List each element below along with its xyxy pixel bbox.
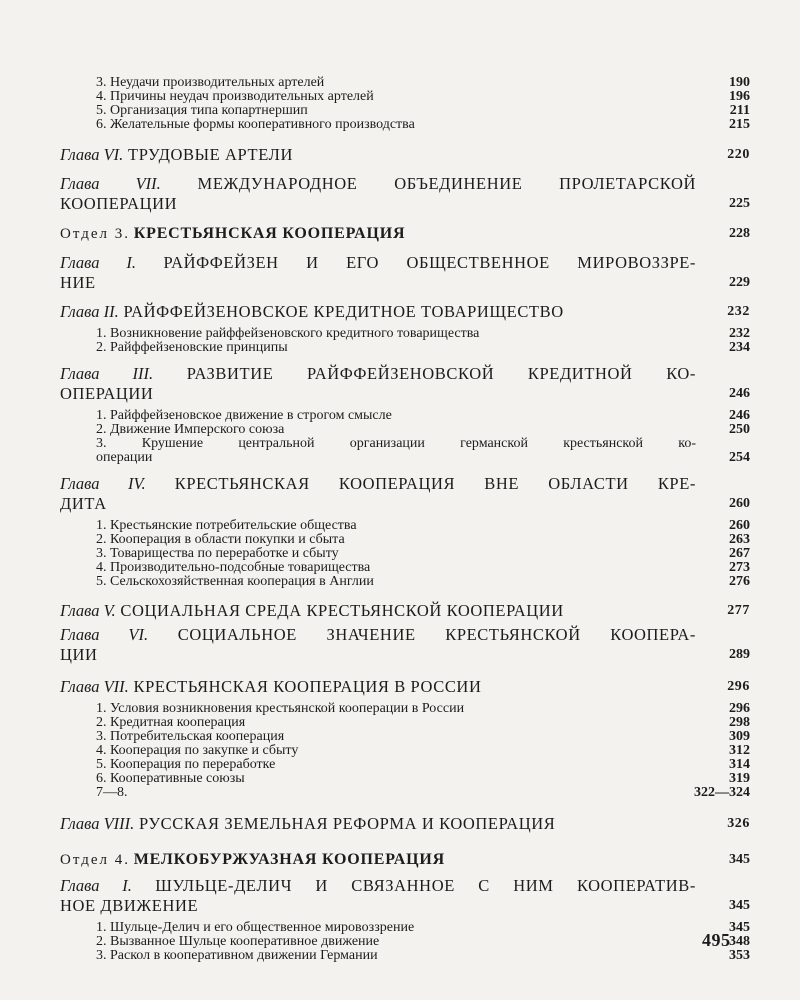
toc-entry <box>60 575 750 589</box>
entry-page: 196 <box>729 89 750 104</box>
table-of-contents <box>60 76 750 963</box>
chapter-entry <box>60 625 750 665</box>
toc-entry <box>60 949 750 963</box>
entry-page: 220 <box>727 147 750 162</box>
entry-title-cont: операции <box>96 450 153 465</box>
entry-title: 4. Причины неудач производительных артелей <box>96 89 374 104</box>
entry-page: 353 <box>729 948 750 963</box>
chapter-entry <box>60 253 750 293</box>
chapter-title-cont: ОПЕРАЦИИ <box>60 384 154 403</box>
entry-page: 234 <box>729 340 750 355</box>
entry-page: 250 <box>729 422 750 437</box>
toc-entry <box>60 423 750 437</box>
entry-page: 296 <box>729 701 750 716</box>
entry-page: 260 <box>729 496 750 511</box>
entry-page: 190 <box>729 75 750 90</box>
section-label: Отдел 4. <box>60 852 130 868</box>
chapter-entry <box>60 601 750 621</box>
entry-title: 4. Кооперация по закупке и сбыту <box>96 743 299 758</box>
chapter-title: КРЕСТЬЯНСКАЯ КООПЕРАЦИЯ В РОССИИ <box>133 677 482 696</box>
toc-entry <box>60 772 750 786</box>
chapter-title: СОЦИАЛЬНАЯ СРЕДА КРЕСТЬЯНСКОЙ КООПЕРАЦИИ <box>120 601 564 620</box>
toc-entry <box>60 519 750 533</box>
toc-entry <box>60 341 750 355</box>
chapter-label: Глава VI. <box>60 145 124 164</box>
entry-page: 314 <box>729 757 750 772</box>
chapter-entry <box>60 145 750 165</box>
entry-page: 296 <box>727 679 750 694</box>
entry-title: 5. Кооперация по переработке <box>96 757 276 772</box>
chapter-label: Глава III. <box>60 364 154 383</box>
toc-entry <box>60 702 750 716</box>
chapter-entry <box>60 174 750 214</box>
toc-entry <box>60 90 750 104</box>
entry-page: 211 <box>729 103 750 118</box>
page-number: 495 <box>702 930 731 950</box>
chapter-label: Глава VII. <box>60 174 161 193</box>
entry-page: 326 <box>727 816 750 831</box>
chapter-title: РАЗВИТИЕ РАЙФФЕЙЗЕНОВСКОЙ КРЕДИТНОЙ КО- <box>186 364 697 383</box>
chapter-entry <box>60 876 750 916</box>
entry-page: 254 <box>729 450 750 465</box>
entry-title: 7—8. <box>96 785 128 800</box>
entry-page: 276 <box>729 574 750 589</box>
toc-entry <box>60 786 750 800</box>
entry-title: 6. Желательные формы кооперативного производства <box>96 117 415 132</box>
toc-entry <box>60 758 750 772</box>
entry-page: 345 <box>729 852 750 867</box>
chapter-title: РАЙФФЕЙЗЕНОВСКОЕ КРЕДИТНОЕ ТОВАРИЩЕСТВО <box>123 302 564 321</box>
entry-page: 229 <box>729 275 750 290</box>
entry-page: 289 <box>729 647 750 662</box>
entry-title: 5. Организация типа копартнершип <box>96 103 308 118</box>
entry-page: 246 <box>729 408 750 423</box>
entry-page: 298 <box>729 715 750 730</box>
toc-entry <box>60 76 750 90</box>
chapter-entry <box>60 814 750 834</box>
toc-entry <box>60 561 750 575</box>
section-title: КРЕСТЬЯНСКАЯ КООПЕРАЦИЯ <box>133 225 406 242</box>
entry-title: 3. Раскол в кооперативном движении Германии <box>96 948 378 963</box>
entry-title: 1. Крестьянские потребительские общества <box>96 518 357 533</box>
entry-page: 228 <box>729 226 750 241</box>
toc-entry <box>60 118 750 132</box>
entry-page: 267 <box>729 546 750 561</box>
toc-entry <box>60 409 750 423</box>
toc-entry <box>60 935 750 949</box>
entry-page: 345 <box>729 898 750 913</box>
entry-title: 3. Неудачи производительных артелей <box>96 75 325 90</box>
entry-page: 312 <box>729 743 750 758</box>
chapter-title-cont: НОЕ ДВИЖЕНИЕ <box>60 896 199 915</box>
entry-page: 345 <box>729 920 750 935</box>
entry-page: 232 <box>729 326 750 341</box>
chapter-entry <box>60 474 750 514</box>
entry-title: 1. Шульце-Делич и его общественное мировоззрение <box>96 920 415 935</box>
entry-title: 1. Возникновение райффейзеновского кредитного товарищества <box>96 326 480 341</box>
entry-page: 322—324 <box>694 785 750 800</box>
chapter-title: ТРУДОВЫЕ АРТЕЛИ <box>128 145 293 164</box>
entry-page: 273 <box>729 560 750 575</box>
chapter-entry <box>60 677 750 697</box>
chapter-label: Глава IV. <box>60 474 146 493</box>
chapter-title: РАЙФФЕЙЗЕН И ЕГО ОБЩЕСТВЕННОЕ МИРОВОЗЗРЕ- <box>163 253 696 272</box>
section-title: МЕЛКОБУРЖУАЗНАЯ КООПЕРАЦИЯ <box>133 851 445 868</box>
entry-page: 277 <box>727 603 750 618</box>
toc-entry <box>60 730 750 744</box>
entry-title: 3. Крушение центральной организации германской крестьянской ко- <box>96 436 696 451</box>
entry-title: 1. Райффейзеновское движение в строгом смысле <box>96 408 392 423</box>
entry-title: 2. Вызванное Шульце кооперативное движение <box>96 934 380 949</box>
section-label: Отдел 3. <box>60 226 130 242</box>
entry-title: 2. Кооперация в области покупки и сбыта <box>96 532 345 547</box>
chapter-title: КРЕСТЬЯНСКАЯ КООПЕРАЦИЯ ВНЕ ОБЛАСТИ КРЕ- <box>174 474 696 493</box>
toc-entry <box>60 327 750 341</box>
entry-page: 232 <box>727 304 750 319</box>
toc-entry <box>60 547 750 561</box>
entry-page: 225 <box>729 196 750 211</box>
entry-page: 348 <box>729 934 750 949</box>
toc-entry <box>60 921 750 935</box>
entry-page: 260 <box>729 518 750 533</box>
entry-title: 2. Райффейзеновские принципы <box>96 340 288 355</box>
section-entry <box>60 224 750 244</box>
chapter-label: Глава II. <box>60 302 119 321</box>
chapter-label: Глава V. <box>60 601 116 620</box>
entry-page: 215 <box>729 117 750 132</box>
chapter-title-cont: КООПЕРАЦИИ <box>60 194 178 213</box>
entry-title: 6. Кооперативные союзы <box>96 771 245 786</box>
chapter-title-cont: НИЕ <box>60 273 96 292</box>
entry-title: 2. Движение Имперского союза <box>96 422 285 437</box>
entry-page: 246 <box>729 386 750 401</box>
section-entry <box>60 850 750 870</box>
chapter-title: СОЦИАЛЬНОЕ ЗНАЧЕНИЕ КРЕСТЬЯНСКОЙ КООПЕРА- <box>177 625 696 644</box>
entry-page: 309 <box>729 729 750 744</box>
toc-entry <box>60 437 750 465</box>
chapter-title: ШУЛЬЦЕ-ДЕЛИЧ И СВЯЗАННОЕ С НИМ КООПЕРАТИВ- <box>155 876 696 895</box>
entry-title: 5. Сельскохозяйственная кооперация в Англии <box>96 574 374 589</box>
chapter-label: Глава VIII. <box>60 814 135 833</box>
entry-title: 1. Условия возникновения крестьянской кооперации в России <box>96 701 465 716</box>
toc-entry <box>60 533 750 547</box>
chapter-entry <box>60 364 750 404</box>
entry-page: 263 <box>729 532 750 547</box>
entry-title: 3. Товарищества по переработке и сбыту <box>96 546 339 561</box>
entry-title: 3. Потребительская кооперация <box>96 729 285 744</box>
entry-title: 2. Кредитная кооперация <box>96 715 246 730</box>
toc-entry <box>60 744 750 758</box>
chapter-label: Глава I. <box>60 876 132 895</box>
chapter-label: Глава I. <box>60 253 136 272</box>
chapter-title-cont: ЦИИ <box>60 645 98 664</box>
toc-entry <box>60 104 750 118</box>
chapter-title: МЕЖДУНАРОДНОЕ ОБЪЕДИНЕНИЕ ПРОЛЕТАРСКОЙ <box>197 174 696 193</box>
chapter-label: Глава VII. <box>60 677 129 696</box>
chapter-title: РУССКАЯ ЗЕМЕЛЬНАЯ РЕФОРМА И КООПЕРАЦИЯ <box>139 814 556 833</box>
entry-page: 319 <box>729 771 750 786</box>
chapter-label: Глава VI. <box>60 625 149 644</box>
chapter-entry <box>60 302 750 322</box>
entry-title: 4. Производительно-подсобные товарищества <box>96 560 371 575</box>
chapter-title-cont: ДИТА <box>60 494 107 513</box>
toc-entry <box>60 716 750 730</box>
